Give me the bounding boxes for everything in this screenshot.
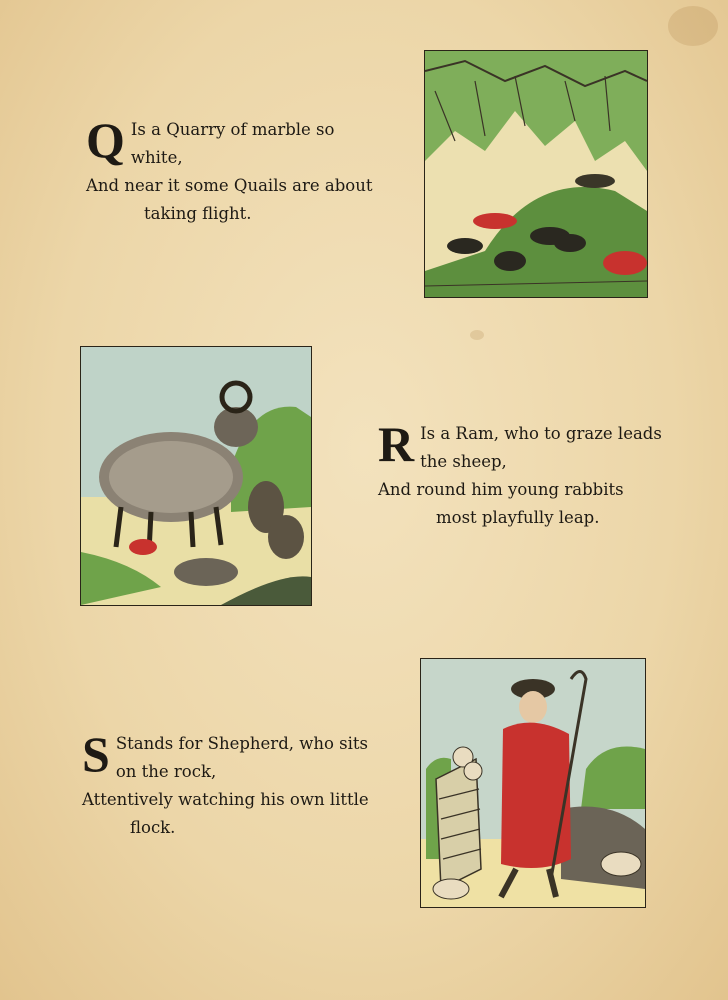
verse-r-line-1: Is a Ram, who to graze leads [420, 424, 662, 443]
quarry-quails-illustration [424, 50, 648, 298]
verse-s [82, 726, 382, 842]
paper-stain [668, 6, 718, 46]
verse-r-line-4: most playfully leap. [436, 508, 600, 527]
verse-r-line-3: And round him young rabbits [378, 480, 624, 499]
drop-cap-s: S [82, 726, 110, 782]
verse-r-line-2: the sheep, [420, 452, 507, 471]
verse-q [86, 112, 376, 228]
shepherd-illustration [420, 658, 646, 908]
verse-s-line-3: Attentively watching his own little [82, 790, 369, 809]
verse-s-line-4: flock. [130, 818, 176, 837]
verse-q-line-1: Is a Quarry of marble so [130, 120, 335, 139]
verse-q-line-3: And near it some Quails are about [86, 176, 373, 195]
drop-cap-q: Q [86, 112, 125, 168]
verse-q-line-2: white, [130, 148, 183, 167]
verse-s-line-2: on the rock, [115, 762, 217, 781]
verse-s-line-1: Stands for Shepherd, who sits [115, 734, 369, 753]
verse-r [378, 416, 678, 532]
drop-cap-r: R [378, 416, 415, 472]
paper-stain [470, 330, 484, 340]
ram-rabbits-illustration [80, 346, 312, 606]
verse-q-line-4: taking flight. [144, 204, 252, 223]
